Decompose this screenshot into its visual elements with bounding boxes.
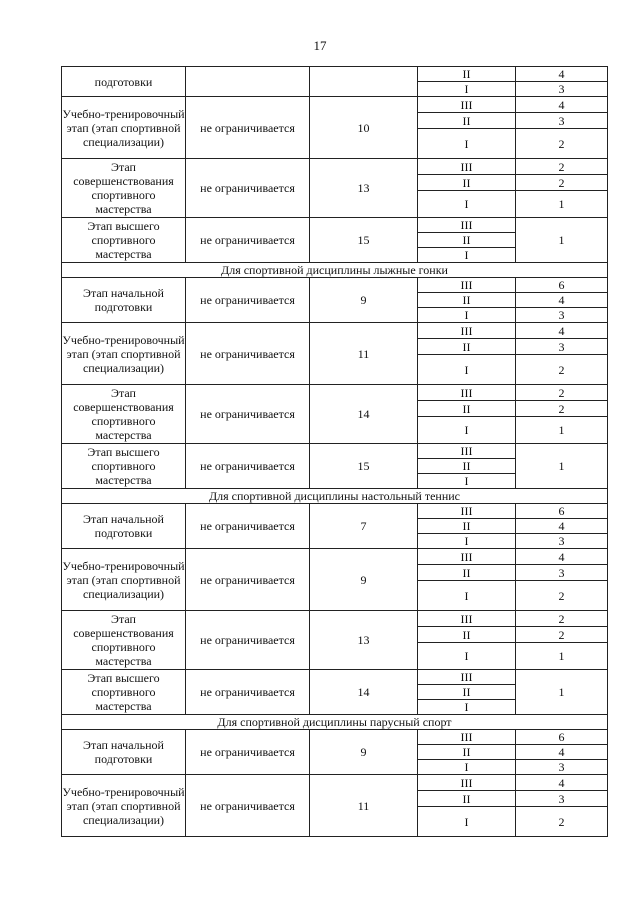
age-cell: 14 bbox=[310, 385, 418, 444]
age-cell: 15 bbox=[310, 444, 418, 489]
category-cell: III bbox=[418, 218, 516, 233]
table-row bbox=[62, 218, 608, 233]
table-row bbox=[62, 549, 608, 565]
category-cell: II bbox=[418, 67, 516, 82]
age-cell: 14 bbox=[310, 670, 418, 715]
value-cell: 4 bbox=[516, 67, 608, 82]
category-cell: III bbox=[418, 323, 516, 339]
category-cell: II bbox=[418, 401, 516, 417]
age-limit-cell: не ограничивается bbox=[186, 444, 310, 489]
age-cell: 11 bbox=[310, 323, 418, 385]
age-limit-cell: не ограничивается bbox=[186, 730, 310, 775]
value-cell: 2 bbox=[516, 807, 608, 837]
value-cell: 2 bbox=[516, 627, 608, 643]
age-limit-cell: не ограничивается bbox=[186, 323, 310, 385]
stage-cell: Учебно-тренировочный этап (этап спортивной специализации) bbox=[62, 97, 186, 159]
age-limit-cell: не ограничивается bbox=[186, 278, 310, 323]
value-cell: 1 bbox=[516, 643, 608, 670]
category-cell: III bbox=[418, 611, 516, 627]
table-row bbox=[62, 263, 608, 278]
stage-cell: Учебно-тренировочный этап (этап спортивной специализации) bbox=[62, 323, 186, 385]
stage-cell: Этап начальной подготовки bbox=[62, 504, 186, 549]
category-cell: I bbox=[418, 129, 516, 159]
age-cell: 9 bbox=[310, 278, 418, 323]
category-cell: III bbox=[418, 278, 516, 293]
value-cell: 2 bbox=[516, 175, 608, 191]
category-cell: II bbox=[418, 459, 516, 474]
category-cell: I bbox=[418, 355, 516, 385]
value-cell: 6 bbox=[516, 504, 608, 519]
value-cell: 2 bbox=[516, 159, 608, 175]
value-cell: 3 bbox=[516, 534, 608, 549]
age-limit-cell: не ограничивается bbox=[186, 159, 310, 218]
table-row bbox=[62, 67, 608, 82]
value-cell: 3 bbox=[516, 760, 608, 775]
value-cell: 6 bbox=[516, 278, 608, 293]
table-row bbox=[62, 611, 608, 627]
category-cell: II bbox=[418, 685, 516, 700]
value-cell: 2 bbox=[516, 355, 608, 385]
age-limit-cell: не ограничивается bbox=[186, 611, 310, 670]
value-cell: 4 bbox=[516, 293, 608, 308]
value-cell: 4 bbox=[516, 97, 608, 113]
value-cell: 4 bbox=[516, 323, 608, 339]
category-cell: I bbox=[418, 643, 516, 670]
category-cell: II bbox=[418, 519, 516, 534]
category-cell: II bbox=[418, 113, 516, 129]
category-cell: II bbox=[418, 339, 516, 355]
table-row bbox=[62, 489, 608, 504]
stage-cell: Этап высшего спортивного мастерства bbox=[62, 444, 186, 489]
stage-cell: Учебно-тренировочный этап (этап спортивной специализации) bbox=[62, 775, 186, 837]
table-row bbox=[62, 385, 608, 401]
section-header: Для спортивной дисциплины настольный теннис bbox=[62, 489, 608, 504]
value-cell: 4 bbox=[516, 745, 608, 760]
stage-cell: Учебно-тренировочный этап (этап спортивной специализации) bbox=[62, 549, 186, 611]
category-cell: I bbox=[418, 308, 516, 323]
category-cell: II bbox=[418, 175, 516, 191]
value-cell: 2 bbox=[516, 581, 608, 611]
section-header: Для спортивной дисциплины парусный спорт bbox=[62, 715, 608, 730]
value-cell: 1 bbox=[516, 417, 608, 444]
age-cell: 15 bbox=[310, 218, 418, 263]
age-cell: 9 bbox=[310, 730, 418, 775]
table-row bbox=[62, 670, 608, 685]
category-cell: III bbox=[418, 444, 516, 459]
section-header: Для спортивной дисциплины лыжные гонки bbox=[62, 263, 608, 278]
value-cell: 1 bbox=[516, 670, 608, 715]
stage-cell: подготовки bbox=[62, 67, 186, 97]
value-cell: 3 bbox=[516, 308, 608, 323]
table-row bbox=[62, 504, 608, 519]
value-cell: 3 bbox=[516, 82, 608, 97]
category-cell: III bbox=[418, 670, 516, 685]
age-cell: 9 bbox=[310, 549, 418, 611]
category-cell: I bbox=[418, 474, 516, 489]
category-cell: III bbox=[418, 775, 516, 791]
stage-cell: Этап совершенствования спортивного мастерства bbox=[62, 159, 186, 218]
table-row bbox=[62, 775, 608, 791]
age-limit-cell: не ограничивается bbox=[186, 549, 310, 611]
category-cell: II bbox=[418, 293, 516, 308]
value-cell: 2 bbox=[516, 611, 608, 627]
age-limit-cell: не ограничивается bbox=[186, 670, 310, 715]
table-row bbox=[62, 715, 608, 730]
category-cell: I bbox=[418, 700, 516, 715]
age-cell: 13 bbox=[310, 159, 418, 218]
table-row bbox=[62, 730, 608, 745]
count-cell bbox=[310, 67, 418, 97]
value-cell: 3 bbox=[516, 339, 608, 355]
category-cell: I bbox=[418, 534, 516, 549]
age-cell: 11 bbox=[310, 775, 418, 837]
stage-cell: Этап совершенствования спортивного мастерства bbox=[62, 611, 186, 670]
value-cell: 3 bbox=[516, 565, 608, 581]
category-cell: I bbox=[418, 581, 516, 611]
stage-cell: Этап начальной подготовки bbox=[62, 278, 186, 323]
table-row bbox=[62, 159, 608, 175]
value-cell: 1 bbox=[516, 191, 608, 218]
category-cell: II bbox=[418, 627, 516, 643]
table-row bbox=[62, 97, 608, 113]
category-cell: II bbox=[418, 745, 516, 760]
stage-cell: Этап высшего спортивного мастерства bbox=[62, 670, 186, 715]
stage-cell: Этап начальной подготовки bbox=[62, 730, 186, 775]
age-limit-cell: не ограничивается bbox=[186, 385, 310, 444]
age-cell: 10 bbox=[310, 97, 418, 159]
value-cell: 4 bbox=[516, 519, 608, 534]
value-cell: 4 bbox=[516, 775, 608, 791]
age-cell: 13 bbox=[310, 611, 418, 670]
value-cell: 1 bbox=[516, 218, 608, 263]
category-cell: I bbox=[418, 248, 516, 263]
category-cell: III bbox=[418, 159, 516, 175]
value-cell: 2 bbox=[516, 129, 608, 159]
value-cell: 1 bbox=[516, 444, 608, 489]
category-cell: III bbox=[418, 504, 516, 519]
category-cell: II bbox=[418, 233, 516, 248]
age-cell: 7 bbox=[310, 504, 418, 549]
page-number: 17 bbox=[313, 38, 327, 53]
category-cell: I bbox=[418, 417, 516, 444]
stage-cell: Этап совершенствования спортивного мастерства bbox=[62, 385, 186, 444]
category-cell: I bbox=[418, 82, 516, 97]
category-cell: III bbox=[418, 549, 516, 565]
value-cell: 3 bbox=[516, 113, 608, 129]
table-row bbox=[62, 278, 608, 293]
age-limit-cell: не ограничивается bbox=[186, 504, 310, 549]
value-cell: 2 bbox=[516, 401, 608, 417]
value-cell: 2 bbox=[516, 385, 608, 401]
category-cell: III bbox=[418, 97, 516, 113]
value-cell: 3 bbox=[516, 791, 608, 807]
category-cell: II bbox=[418, 791, 516, 807]
category-cell: III bbox=[418, 730, 516, 745]
category-cell: I bbox=[418, 191, 516, 218]
age-limit-cell: не ограничивается bbox=[186, 97, 310, 159]
age-limit-cell: не ограничивается bbox=[186, 218, 310, 263]
value-cell: 4 bbox=[516, 549, 608, 565]
category-cell: I bbox=[418, 760, 516, 775]
stage-cell: Этап высшего спортивного мастерства bbox=[62, 218, 186, 263]
requirements-table bbox=[61, 66, 608, 837]
age-limit-cell: не ограничивается bbox=[186, 775, 310, 837]
value-cell: 6 bbox=[516, 730, 608, 745]
table-row bbox=[62, 444, 608, 459]
age-cell bbox=[186, 67, 310, 97]
table-row bbox=[62, 323, 608, 339]
category-cell: III bbox=[418, 385, 516, 401]
category-cell: II bbox=[418, 565, 516, 581]
category-cell: I bbox=[418, 807, 516, 837]
